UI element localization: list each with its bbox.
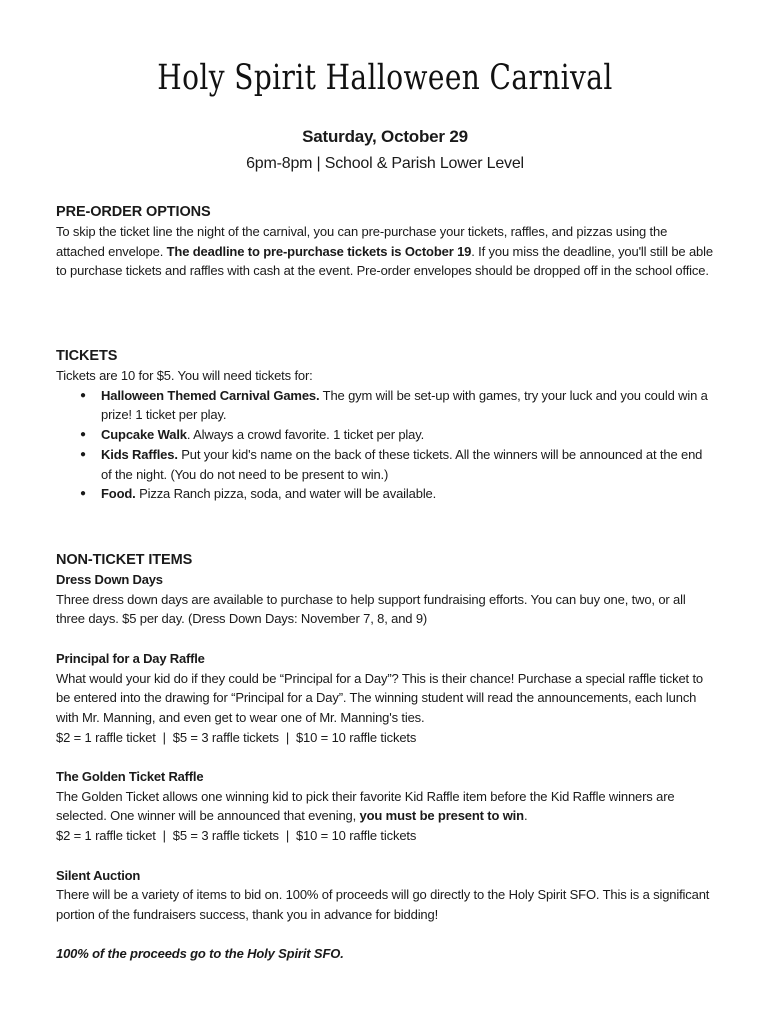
document-title: Holy Spirit Halloween Carnival bbox=[157, 58, 613, 98]
tickets-list bbox=[56, 386, 716, 504]
golden-title: The Golden Ticket Raffle bbox=[56, 769, 204, 784]
list-item bbox=[56, 386, 716, 425]
non-ticket-heading: NON-TICKET ITEMS bbox=[56, 552, 193, 568]
golden-prices: $2 = 1 raffle ticket | $5 = 3 raffle tickets | $10 = 10 raffle tickets bbox=[56, 828, 417, 844]
list-item bbox=[56, 425, 716, 445]
list-item-text: Put your kid's name on the back of these tickets. All the winners will be announced at the end of the night. (You do not need to be present to win.) bbox=[101, 446, 703, 482]
preorder-paragraph bbox=[56, 222, 716, 281]
preorder-section bbox=[56, 202, 716, 281]
list-item-text: Pizza Ranch pizza, soda, and water will be available. bbox=[135, 486, 437, 502]
tickets-intro: Tickets are 10 for $5. You will need tickets for: bbox=[56, 368, 313, 383]
list-item-title: Food. bbox=[101, 486, 136, 502]
principal-prices: $2 = 1 raffle ticket | $5 = 3 raffle tickets | $10 = 10 raffle tickets bbox=[56, 729, 417, 745]
event-time-place: 6pm-8pm | School & Parish Lower Level bbox=[246, 155, 524, 172]
dress-down-title: Dress Down Days bbox=[56, 572, 163, 587]
preorder-deadline: The deadline to pre-purchase tickets is October 19 bbox=[166, 243, 472, 259]
golden-text-2: . bbox=[523, 808, 528, 824]
dress-down-text: Three dress down days are available to purchase to help support fundraising efforts. You can buy one, two, or all three days. $5 per day. (Dress Down Days: November 7, 8, and 9) bbox=[56, 591, 686, 627]
list-item-title: Cupcake Walk bbox=[101, 427, 187, 443]
list-item-text: . Always a crowd favorite. 1 ticket per play. bbox=[186, 427, 425, 443]
golden-text-1: The Golden Ticket allows one winning kid to pick their favorite Kid Raffle item before the Kid Raffle winners are selected. One winner will be announced that evening, bbox=[56, 788, 675, 824]
closing-note: 100% of the proceeds go to the Holy Spirit SFO. bbox=[56, 946, 344, 962]
list-item bbox=[56, 445, 716, 484]
silent-auction-text: There will be a variety of items to bid on. 100% of proceeds will go directly to the Holy Spirit SFO. This is a significant portion of the fundraisers success, thank you in advance for bidding! bbox=[56, 887, 710, 922]
tickets-section bbox=[56, 346, 716, 504]
list-item-text: The gym will be set-up with games, try your luck and you could win a prize! 1 ticket per play. bbox=[101, 387, 708, 423]
principal-text: What would your kid do if they could be “Principal for a Day”? This is their chance! Purchase a special raffle ticket to be entered into the drawing for “Principal for a Day”. The winning student will read the announcements, each lunch with Mr. Manning, and even get to wear one of Mr. Manning's ties. bbox=[56, 670, 704, 725]
golden-must-be-present: you must be present to win bbox=[359, 808, 524, 824]
tickets-heading: TICKETS bbox=[56, 348, 118, 364]
golden-paragraph bbox=[56, 787, 716, 826]
preorder-text-1: To skip the ticket line the night of the carnival, you can pre-purchase your tickets, raffles, and pizzas using the attached envelope. bbox=[56, 224, 668, 259]
list-item bbox=[56, 484, 716, 504]
event-date: Saturday, October 29 bbox=[302, 127, 468, 146]
principal-title: Principal for a Day Raffle bbox=[56, 650, 205, 666]
silent-auction-title: Silent Auction bbox=[56, 867, 141, 883]
preorder-heading: PRE-ORDER OPTIONS bbox=[56, 204, 211, 220]
non-ticket-section bbox=[56, 550, 716, 964]
preorder-text-2: . If you miss the deadline, you'll still be able to purchase tickets and raffles with cash at the event. Pre-order envelopes should be dropped off in the school office. bbox=[56, 243, 713, 279]
list-item-title: Halloween Themed Carnival Games. bbox=[101, 387, 320, 403]
list-item-title: Kids Raffles. bbox=[101, 446, 178, 462]
